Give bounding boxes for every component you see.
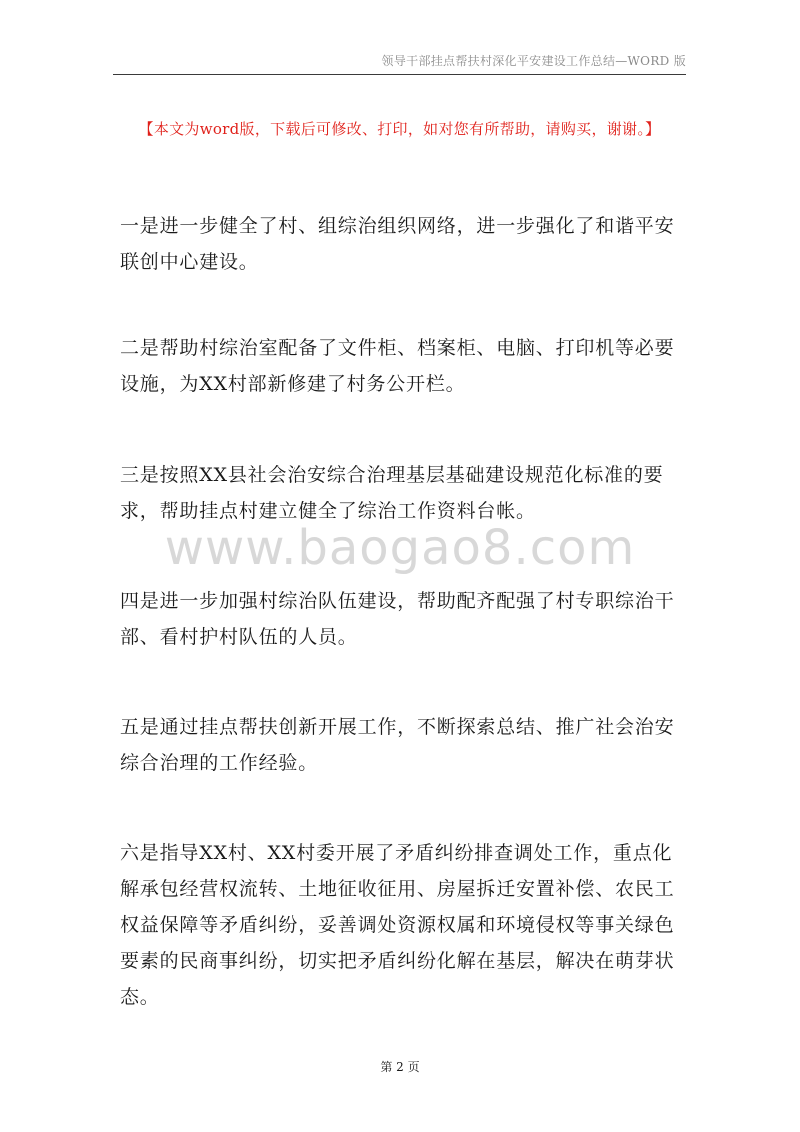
header-divider <box>113 74 686 75</box>
purchase-notice: 【本文为word版，下载后可修改、打印，如对您有所帮助，请购买，谢谢。】 <box>138 120 661 138</box>
paragraph-5: 五是通过挂点帮扶创新开展工作，不断探索总结、推广社会治安综合治理的工作经验。 <box>120 716 675 774</box>
paragraph-6: 六是指导XX村、XX村委开展了矛盾纠纷排查调处工作，重点化解承包经营权流转、土地征收征用、房屋拆迁安置补偿、农民工权益保障等矛盾纠纷，妥善调处资源权属和环境侵权等事关绿色要素的民商事纠纷，切实把矛盾纠纷化解在基层，解决在萌芽状态。 <box>120 842 675 1008</box>
paragraph-2: 二是帮助村综治室配备了文件柜、档案柜、电脑、打印机等必要设施，为XX村部新修建了村务公开栏。 <box>120 337 675 395</box>
paragraph-1: 一是进一步健全了村、组综治组织网络，进一步强化了和谐平安联创中心建设。 <box>120 215 675 273</box>
paragraph-3: 三是按照XX县社会治安综合治理基层基础建设规范化标准的要求，帮助挂点村建立健全了综治工作资料台帐。 <box>120 464 664 522</box>
document-header-title: 领导干部挂点帮扶村深化平安建设工作总结—WORD 版 <box>381 54 686 68</box>
paragraph-4: 四是进一步加强村综治队伍建设，帮助配齐配强了村专职综治干部、看村护村队伍的人员。 <box>120 590 675 648</box>
page-number: 第 2 页 <box>380 1060 420 1074</box>
watermark-text: www.baogao8.com <box>164 520 636 576</box>
